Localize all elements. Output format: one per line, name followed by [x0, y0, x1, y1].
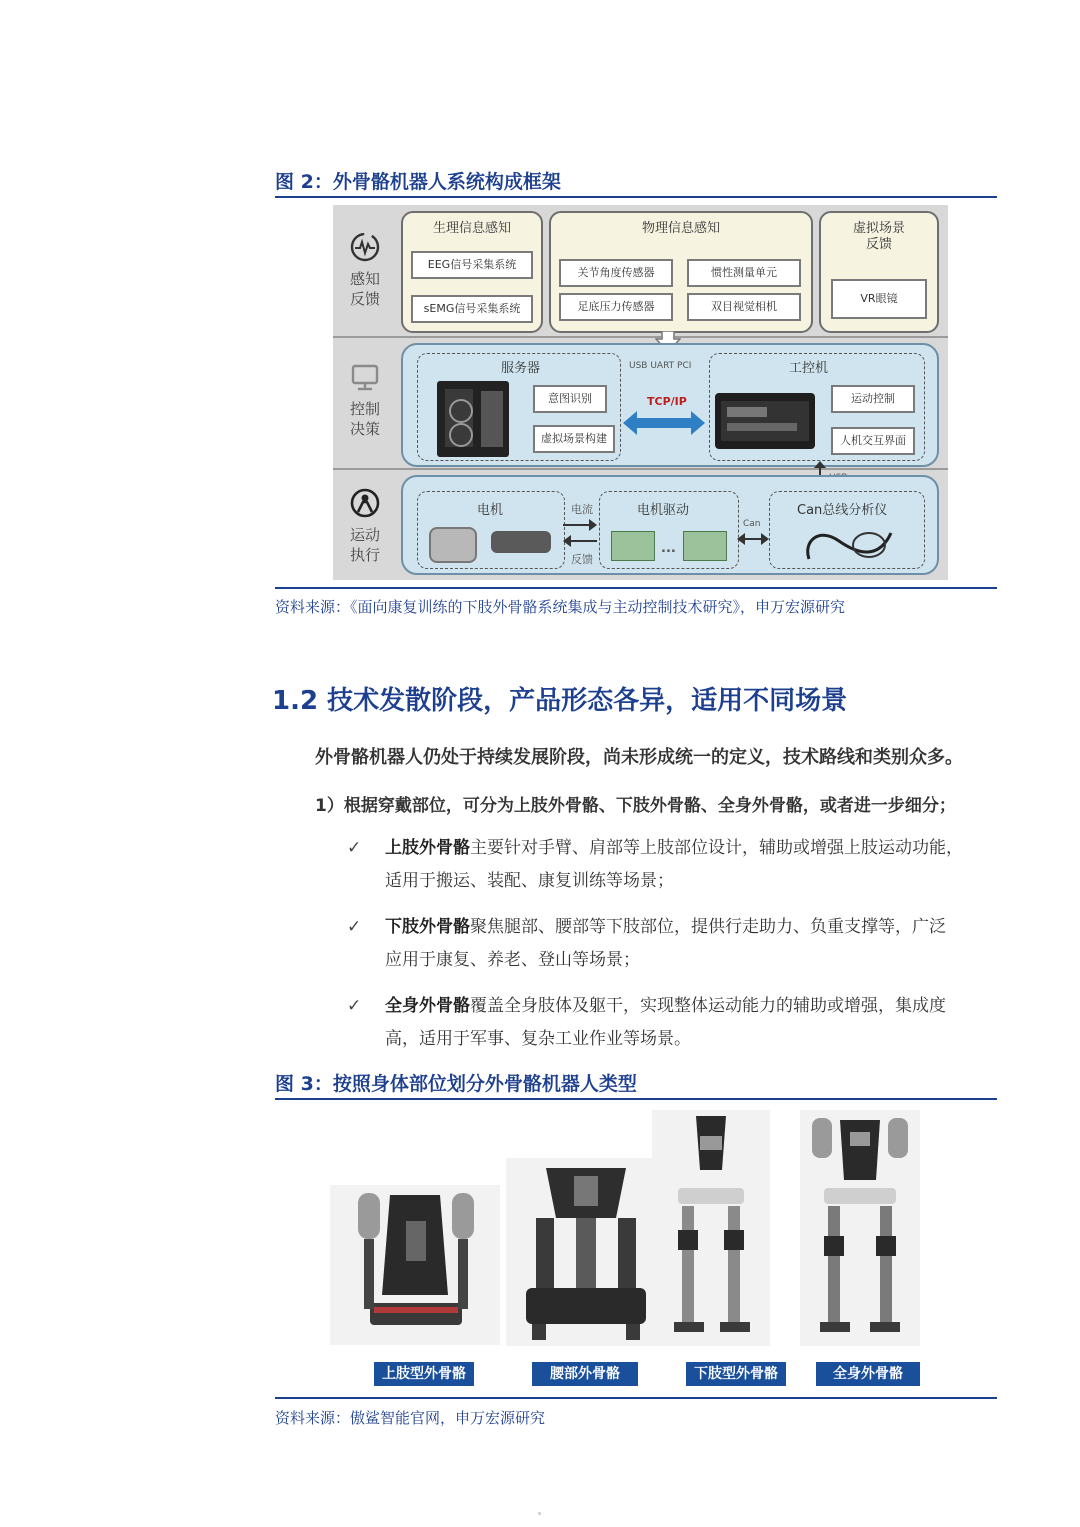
figure3-title: 图 3：按照身体部位划分外骨骼机器人类型	[275, 1072, 997, 1100]
check-icon: ✓	[347, 917, 362, 937]
bullet-text: 适用于搬运、装配、康复训练等场景；	[385, 871, 674, 891]
band-divider	[333, 336, 948, 338]
driver-ellipsis: ...	[661, 541, 676, 556]
feedback-label: 反馈	[571, 553, 593, 566]
robot-arm-icon	[349, 487, 381, 519]
virtual-scene-chip: 虚拟场景构建	[533, 425, 615, 453]
current-label: 电流	[571, 503, 593, 516]
motor-image	[429, 527, 477, 563]
physical-title: 物理信息感知	[641, 221, 720, 236]
motion-control-chip: 运动控制	[831, 385, 915, 413]
motor-title: 电机	[477, 503, 504, 518]
eeg-chip: EEG信号采集系统	[411, 251, 533, 279]
label-full-body: 全身外骨骼	[816, 1362, 920, 1386]
bullet-upper-limb	[385, 832, 1000, 898]
bus-label: USB UART PCI	[629, 361, 692, 371]
figure2-rule	[275, 587, 997, 589]
bullet-text: 应用于康复、养老、登山等场景；	[385, 950, 640, 970]
bullet-text: 聚焦腿部、腰部等下肢部位，提供行走助力、负重支撑等，广泛	[470, 917, 946, 937]
check-icon: ✓	[347, 996, 362, 1016]
ipc-box-image	[715, 393, 815, 449]
row-label-actuation-text: 运动 执行	[349, 526, 380, 564]
bullet-text: 主要针对手臂、肩部等上肢部位设计，辅助或增强上肢运动功能，	[470, 838, 963, 858]
bullet-full-body	[385, 990, 1000, 1056]
bullet-term: 上肢外骨骼	[385, 838, 470, 858]
vr-chip: VR眼镜	[831, 279, 927, 319]
full-body-exoskeleton-image	[800, 1110, 920, 1346]
figure3-rule	[275, 1397, 997, 1399]
system-framework-diagram	[333, 205, 948, 580]
bullet-term: 全身外骨骼	[385, 996, 470, 1016]
label-waist: 腰部外骨骼	[532, 1362, 638, 1386]
figure3-source: 资料来源：傲鲨智能官网，申万宏源研究	[275, 1409, 546, 1427]
row-label-control-text: 控制 决策	[349, 400, 380, 438]
control-panel	[401, 343, 939, 467]
tcp-arrow-icon	[623, 411, 705, 435]
label-upper-limb: 上肢型外骨骼	[374, 1362, 474, 1386]
upper-limb-exoskeleton-image	[330, 1185, 500, 1345]
lower-limb-exoskeleton-image	[652, 1110, 770, 1346]
bullet-text: 高，适用于军事、复杂工业作业等场景。	[385, 1029, 691, 1049]
analyzer-cable-image	[799, 521, 899, 565]
semg-chip: sEMG信号采集系统	[411, 295, 533, 323]
double-arrow-icon	[737, 533, 769, 545]
actuation-panel	[401, 475, 939, 575]
tcp-label: TCP/IP	[647, 395, 687, 408]
figure2-source: 资料来源：《面向康复训练的下肢外骨骼系统集成与主动控制技术研究》，申万宏源研究	[275, 598, 846, 616]
imu-chip: 惯性测量单元	[687, 259, 801, 287]
server-tower-image	[437, 381, 509, 457]
virtual-panel	[819, 211, 939, 333]
hmi-chip: 人机交互界面	[831, 427, 915, 455]
bullet-text: 覆盖全身肢体及躯干，实现整体运动能力的辅助或增强，集成度	[470, 996, 946, 1016]
physio-title: 生理信息感知	[432, 221, 511, 236]
bullet-term: 下肢外骨骼	[385, 917, 470, 937]
section-intro: 外骨骼机器人仍处于持续发展阶段，尚未形成统一的定义，技术路线和类别众多。	[315, 747, 963, 768]
section-heading: 1.2 技术发散阶段，产品形态各异，适用不同场景	[272, 686, 848, 716]
page-dot	[538, 1512, 541, 1515]
physio-panel	[401, 211, 543, 333]
physical-panel	[549, 211, 813, 333]
plantar-pressure-chip: 足底压力传感器	[559, 293, 673, 321]
row-label-perception	[333, 231, 397, 309]
ipc-title: 工控机	[789, 361, 829, 376]
heartbeat-icon	[349, 231, 381, 263]
virtual-title: 虚拟场景 反馈	[852, 221, 905, 252]
row-label-control	[333, 361, 397, 439]
motor-image	[491, 531, 551, 553]
intent-recognition-chip: 意图识别	[533, 385, 607, 413]
bullet-lower-limb	[385, 911, 1000, 977]
check-icon: ✓	[347, 838, 362, 858]
figure2-title: 图 2：外骨骼机器人系统构成框架	[275, 170, 997, 198]
section-point: 1）根据穿戴部位，可分为上肢外骨骼、下肢外骨骼、全身外骨骼，或者进一步细分；	[315, 796, 956, 816]
can-label: Can	[743, 519, 761, 529]
band-divider	[333, 468, 948, 470]
row-label-perception-text: 感知 反馈	[349, 270, 380, 308]
server-title: 服务器	[501, 361, 541, 376]
driver-board-image	[611, 531, 655, 561]
analyzer-title: Can总线分析仪	[797, 503, 888, 518]
monitor-icon	[349, 361, 381, 393]
label-lower-limb: 下肢型外骨骼	[686, 1362, 786, 1386]
row-label-actuation	[333, 487, 397, 565]
joint-angle-chip: 关节角度传感器	[559, 259, 673, 287]
driver-title: 电机驱动	[637, 503, 690, 518]
waist-exoskeleton-image	[506, 1158, 666, 1346]
stereo-camera-chip: 双目视觉相机	[687, 293, 801, 321]
left-arrow-icon	[563, 535, 597, 547]
driver-board-image	[683, 531, 727, 561]
right-arrow-icon	[563, 519, 597, 531]
